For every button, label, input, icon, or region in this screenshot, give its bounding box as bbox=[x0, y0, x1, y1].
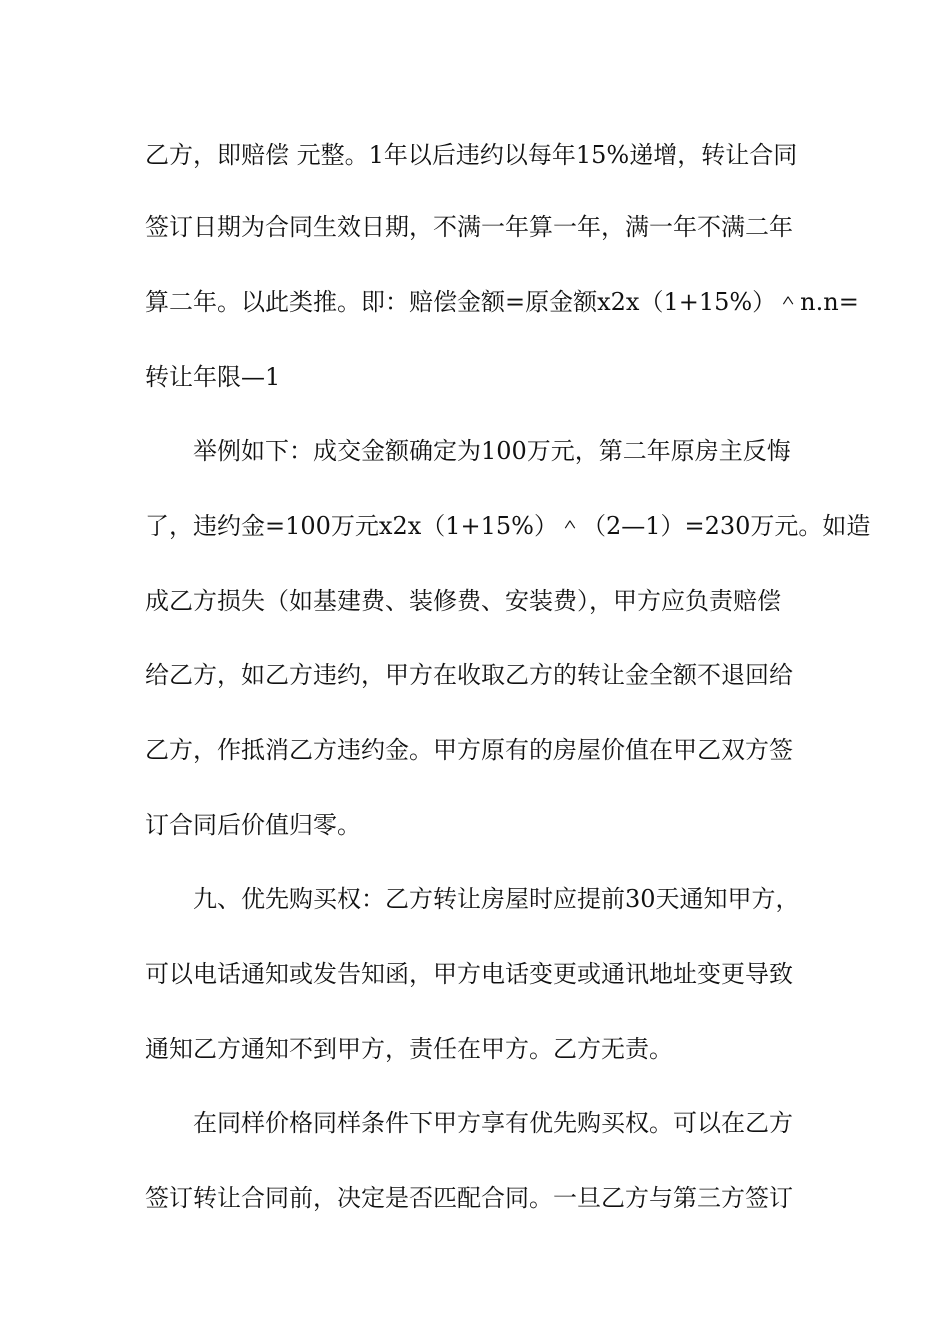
text-line-13: 通知乙方通知不到甲方，责任在甲方。乙方无责。 bbox=[145, 1035, 673, 1063]
text-line-11: 九、优先购买权：乙方转让房屋时应提前30天通知甲方， bbox=[193, 885, 800, 913]
text-line-15: 签订转让合同前，决定是否匹配合同。一旦乙方与第三方签订 bbox=[145, 1184, 793, 1212]
text-line-8: 给乙方，如乙方违约，甲方在收取乙方的转让金全额不退回给 bbox=[145, 661, 793, 689]
text-line-4: 转让年限—1 bbox=[145, 363, 281, 391]
text-line-2: 签订日期为合同生效日期，不满一年算一年，满一年不满二年 bbox=[145, 213, 793, 241]
text-line-6: 了，违约金=100万元x2x（1+15%）＾（2—1）=230万元。如造 bbox=[145, 512, 871, 540]
text-line-3: 算二年。以此类推。即：赔偿金额=原金额x2x（1+15%）＾n.n= bbox=[145, 288, 859, 316]
text-line-14: 在同样价格同样条件下甲方享有优先购买权。可以在乙方 bbox=[193, 1109, 793, 1137]
text-line-7: 成乙方损失（如基建费、装修费、安装费），甲方应负责赔偿 bbox=[145, 587, 781, 615]
text-line-10: 订合同后价值归零。 bbox=[145, 811, 361, 839]
text-line-9: 乙方，作抵消乙方违约金。甲方原有的房屋价值在甲乙双方签 bbox=[145, 736, 793, 764]
text-line-12: 可以电话通知或发告知函，甲方电话变更或通讯地址变更导致 bbox=[145, 960, 793, 988]
text-line-1: 乙方，即赔偿 元整。1年以后违约以每年15%递增，转让合同 bbox=[145, 141, 798, 169]
text-line-5: 举例如下：成交金额确定为100万元，第二年原房主反悔 bbox=[193, 437, 791, 465]
